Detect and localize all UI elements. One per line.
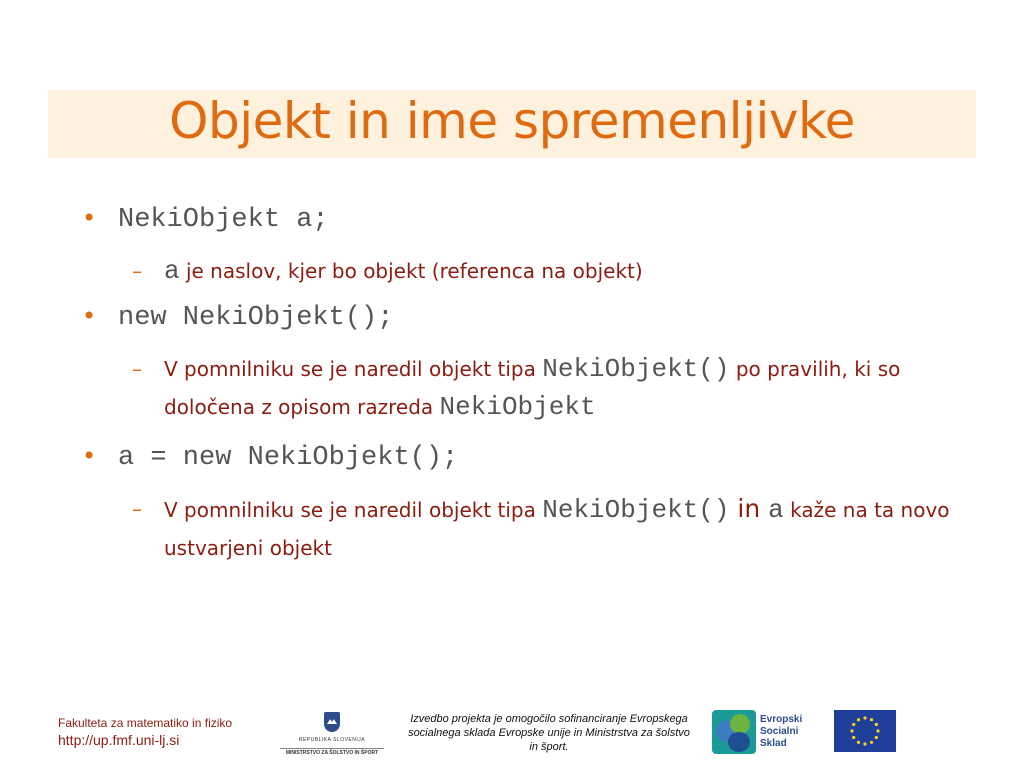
esf-line-2: Socialni	[760, 726, 799, 737]
dash-icon: –	[132, 497, 142, 521]
bullet-1	[82, 204, 329, 235]
bullet-icon: •	[82, 204, 97, 232]
slide-title: Objekt in ime spremenljivke	[169, 92, 855, 150]
eu-star	[857, 718, 860, 721]
ministry-line-2: MINISTRSTVO ZA ŠOLSTVO IN ŠPORT	[285, 750, 379, 756]
sub-bullet-3-text-3: kaže na ta novo ustvarjeni objekt	[164, 498, 950, 560]
bullet-3-code: a = new NekiObjekt();	[118, 443, 459, 473]
ministry-logo	[280, 710, 384, 756]
funding-note: Izvedbo projekta je omogočilo sofinanciranje Evropskega socialnega sklada Evropske unije in Ministrstva za šolstvo in šport.	[408, 713, 690, 753]
bullet-2	[82, 302, 393, 333]
sub-bullet-3-text-2: in	[729, 494, 769, 523]
eu-star	[850, 729, 853, 732]
sub-bullet-1	[132, 252, 992, 290]
esf-line-3: Sklad	[760, 738, 787, 749]
esf-logo	[712, 710, 812, 754]
sub-bullet-3-code-2: a	[768, 495, 784, 525]
eu-star	[875, 736, 878, 739]
eu-star	[876, 729, 879, 732]
sub-bullet-1-text: je naslov, kjer bo objekt (referenca na objekt)	[179, 259, 643, 283]
eu-flag-icon	[834, 710, 896, 752]
sub-bullet-2-text-2: po pravilih, ki so določena z opisom razreda	[164, 357, 901, 419]
ministry-line-1: REPUBLIKA SLOVENIJA	[298, 737, 366, 743]
bullet-3	[82, 442, 458, 473]
faculty-url[interactable]: http://up.fmf.uni-lj.si	[58, 732, 180, 748]
dash-icon: –	[132, 357, 142, 381]
sub-bullet-3-code-1: NekiObjekt()	[542, 495, 730, 525]
title-bar	[48, 90, 976, 158]
slovenia-crest-icon	[324, 712, 340, 732]
sub-bullet-1-code: a	[164, 256, 180, 286]
bullet-1-code: NekiObjekt a;	[118, 205, 329, 235]
eu-stars-icon	[834, 710, 896, 752]
esf-emblem-icon	[712, 710, 756, 754]
eu-star	[875, 723, 878, 726]
sub-bullet-2-text-1: V pomnilniku se je naredil objekt tipa	[164, 357, 543, 381]
ministry-divider	[280, 748, 384, 749]
sub-bullet-2-code-1: NekiObjekt()	[542, 354, 730, 384]
sub-bullet-2-code-2: NekiObjekt	[439, 392, 596, 422]
sub-bullet-2	[132, 350, 992, 426]
esf-line-1: Evropski	[760, 714, 803, 725]
eu-star	[870, 741, 873, 744]
eu-star	[863, 742, 866, 745]
bullet-icon: •	[82, 442, 97, 470]
eu-star	[852, 723, 855, 726]
eu-star	[852, 736, 855, 739]
esf-text	[760, 714, 802, 750]
eu-star	[863, 716, 866, 719]
faculty-name: Fakulteta za matematiko in fiziko	[58, 716, 233, 730]
sub-bullet-3	[132, 490, 992, 567]
eu-star	[870, 718, 873, 721]
dash-icon: –	[132, 259, 142, 283]
sub-bullet-3-text-1: V pomnilniku se je naredil objekt tipa	[164, 498, 543, 522]
eu-star	[857, 741, 860, 744]
bullet-icon: •	[82, 302, 97, 330]
bullet-2-code: new NekiObjekt();	[118, 303, 394, 333]
